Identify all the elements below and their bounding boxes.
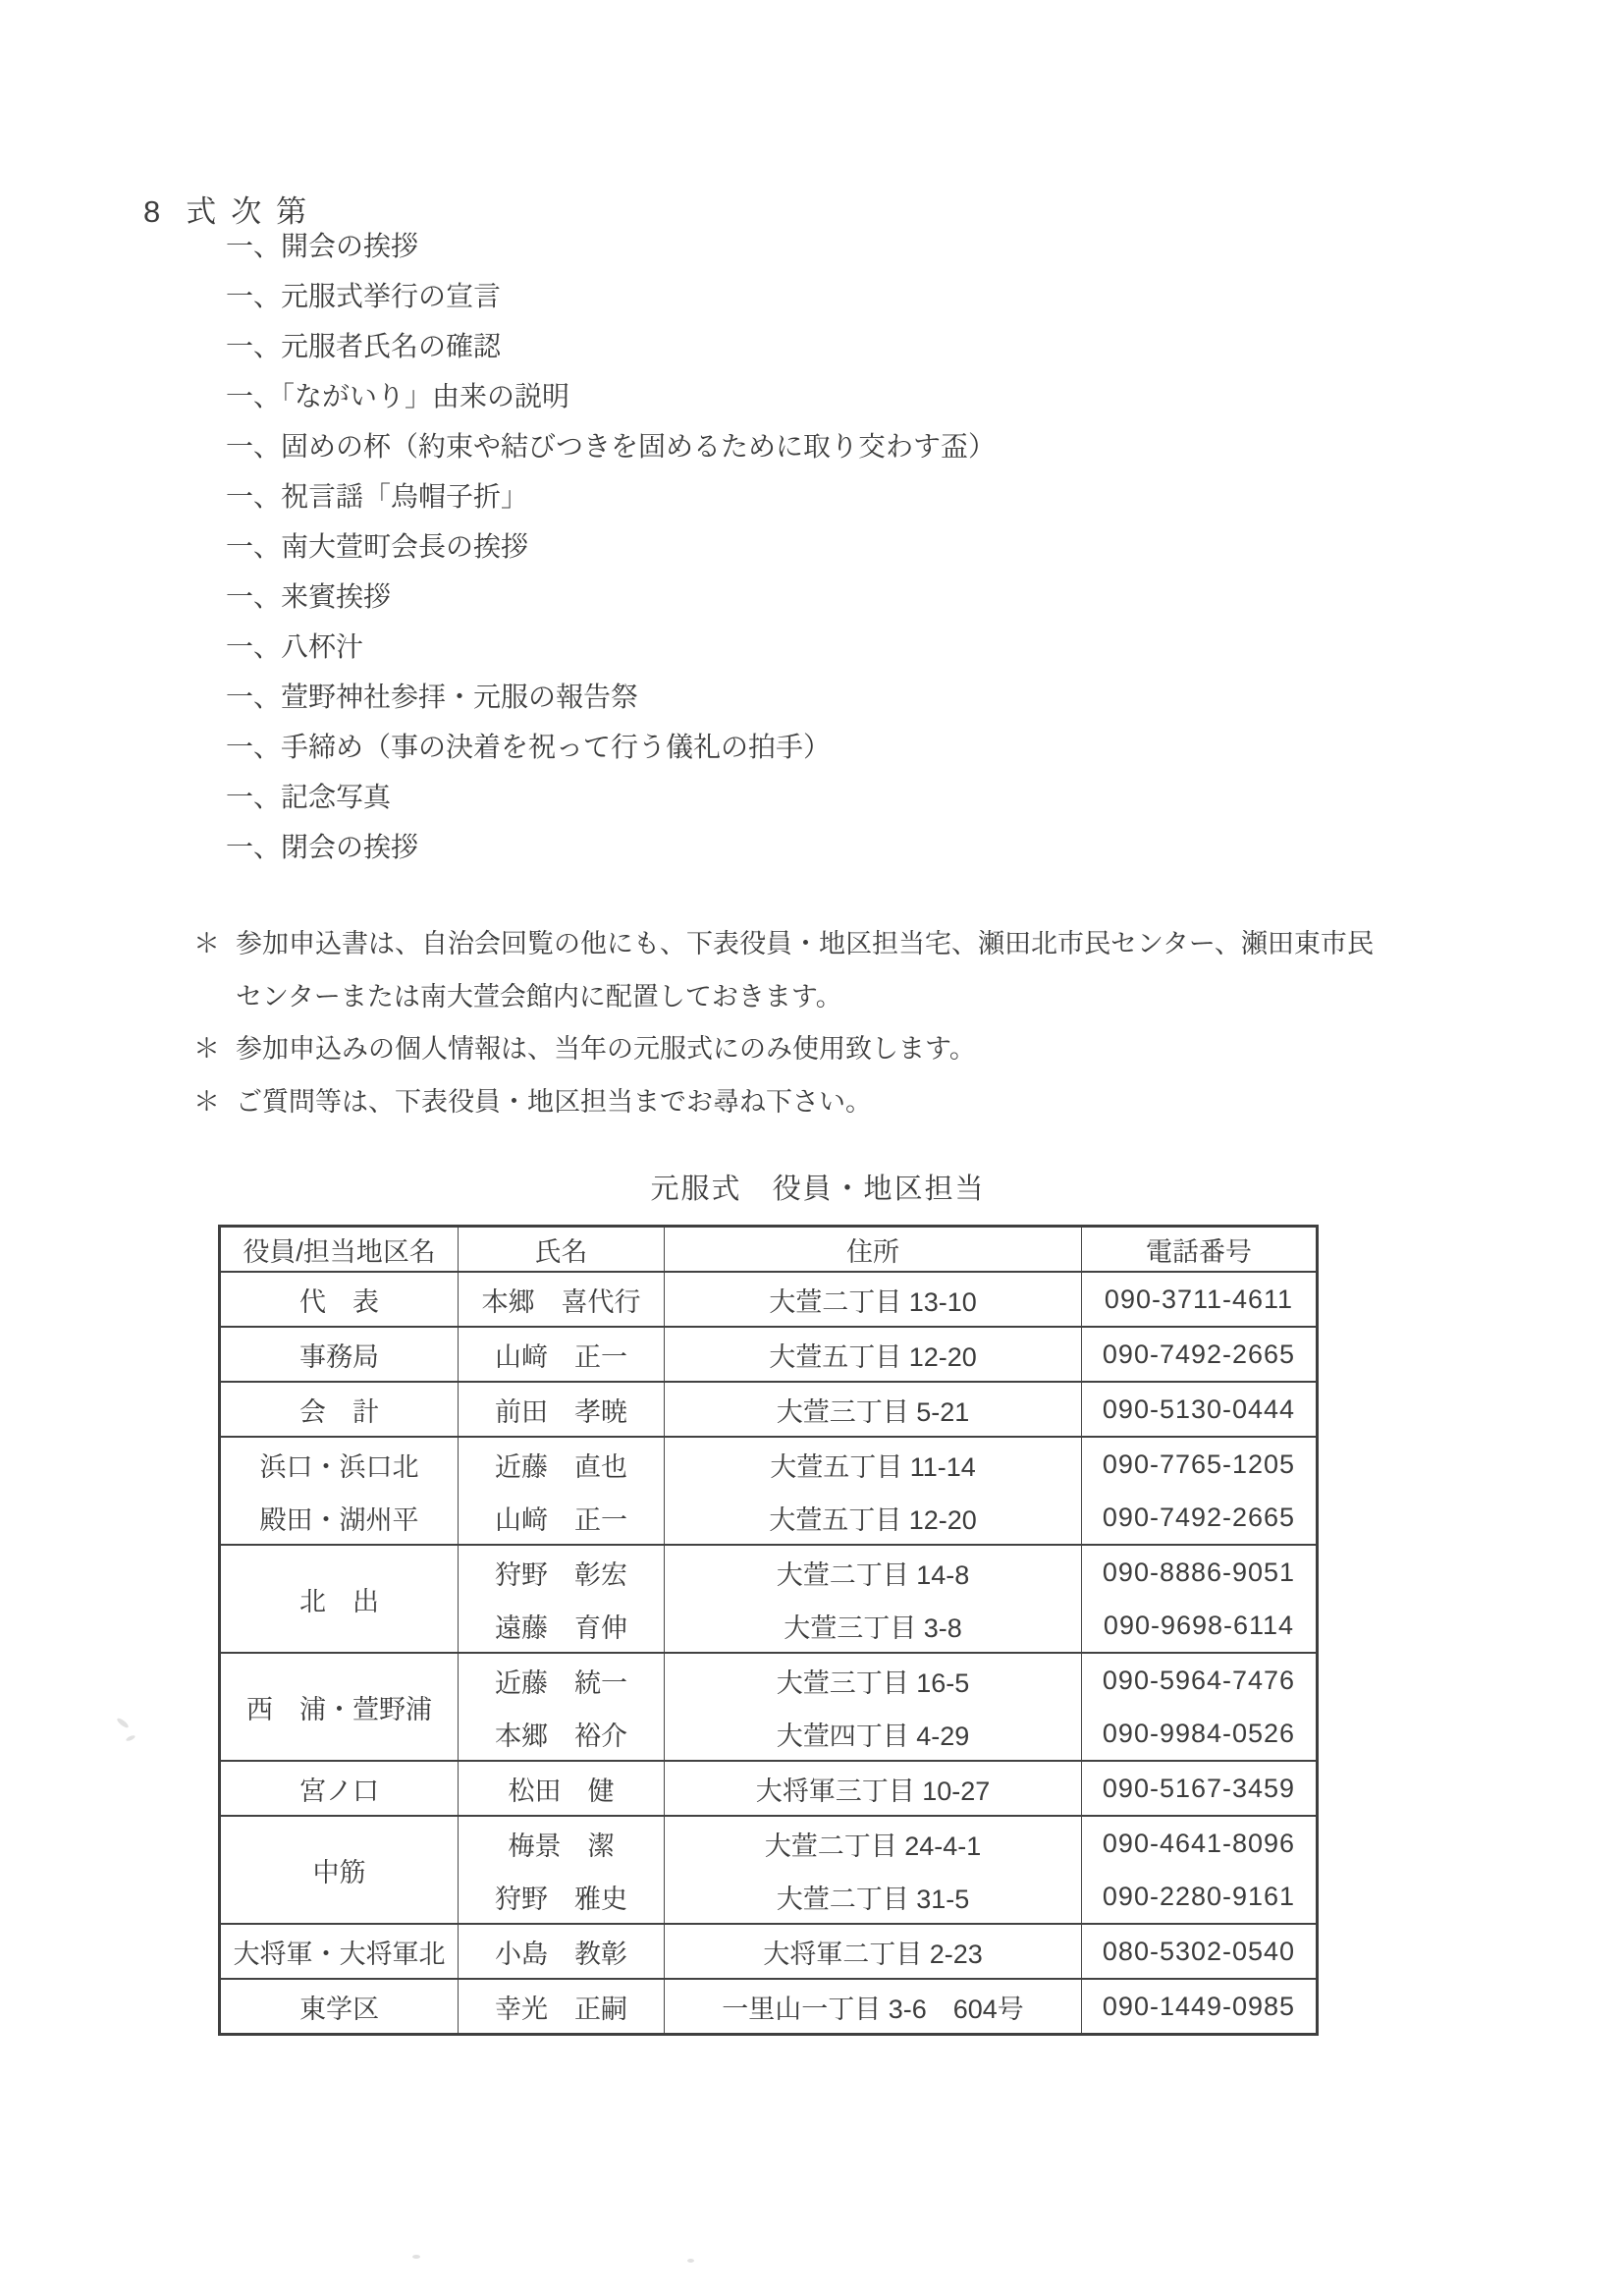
address-cell: 一里山一丁目 3-6 604号 [665, 1979, 1082, 2035]
district-cell: 西 浦・萱野浦 [220, 1653, 459, 1761]
note [193, 1023, 1374, 1076]
phone-cell: 090-3711-4611 [1082, 1272, 1318, 1327]
name-cell: 小島 教彰 [459, 1924, 665, 1979]
name-cell [459, 1437, 665, 1545]
notes-section [193, 918, 1374, 1128]
phone-cell: 090-7492-2665 [1082, 1327, 1318, 1382]
member-name: 狩野 彰宏 [495, 1559, 627, 1590]
district-label: 殿田・湖州平 [259, 1504, 419, 1535]
list-item: 一、祝言謡「烏帽子折」 [226, 480, 529, 512]
address-cell: 大将軍三丁目 10-27 [665, 1761, 1082, 1816]
scan-artifact [412, 2255, 420, 2259]
district-cell: 会 計 [220, 1382, 459, 1437]
member-phone: 090-9984-0526 [1102, 1718, 1296, 1748]
header-address: 住所 [665, 1227, 1082, 1273]
phone-cell: 090-1449-0985 [1082, 1979, 1318, 2035]
table-header-row [220, 1227, 1318, 1273]
note-text: 参加申込書は、自治会回覧の他にも、下表役員・地区担当宅、瀬田北市民センター、瀬田東市民 [236, 929, 1374, 958]
address-cell: 大萱二丁目 13-10 [665, 1272, 1082, 1327]
address-cell: 大将軍二丁目 2-23 [665, 1924, 1082, 1979]
district-cell [220, 1437, 459, 1545]
name-cell: 松田 健 [459, 1761, 665, 1816]
table-row [220, 1545, 1318, 1653]
section-number: 8 [143, 194, 161, 229]
header-phone: 電話番号 [1082, 1227, 1318, 1273]
member-address: 大萱二丁目 24-4-1 [764, 1831, 982, 1861]
list-item: 一、「ながいり」由来の説明 [226, 380, 570, 411]
district-cell: 東学区 [220, 1979, 459, 2035]
phone-cell [1082, 1816, 1318, 1924]
member-address: 大萱三丁目 16-5 [776, 1667, 970, 1698]
phone-cell [1082, 1545, 1318, 1653]
list-item: 一、来賓挨拶 [226, 580, 392, 612]
district-cell: 大将軍・大将軍北 [220, 1924, 459, 1979]
address-cell: 大萱三丁目 5-21 [665, 1382, 1082, 1437]
header-district: 役員/担当地区名 [220, 1227, 459, 1273]
officers-contact-table [218, 1225, 1319, 2036]
name-cell: 本郷 喜代行 [459, 1272, 665, 1327]
note-text: ご質問等は、下表役員・地区担当までお尋ね下さい。 [236, 1086, 872, 1117]
table-row [220, 1653, 1318, 1761]
table-row [220, 1924, 1318, 1979]
member-phone: 090-4641-8096 [1102, 1828, 1296, 1858]
district-cell: 中筋 [220, 1816, 459, 1924]
list-item: 一、固めの杯（約束や結びつきを固めるために取り交わす盃） [226, 430, 997, 462]
member-address: 大萱四丁目 4-29 [776, 1721, 970, 1751]
ceremony-program-list [226, 219, 996, 870]
member-address: 大萱五丁目 12-20 [769, 1504, 977, 1535]
member-phone: 090-9698-6114 [1103, 1610, 1295, 1640]
note-text: センターまたは南大萱会館内に配置しておきます。 [236, 981, 842, 1011]
member-address: 大萱五丁目 11-14 [770, 1451, 976, 1482]
member-name: 近藤 統一 [495, 1667, 627, 1698]
list-item: 一、八杯汁 [226, 630, 364, 662]
district-cell: 北 出 [220, 1545, 459, 1653]
member-phone: 090-8886-9051 [1102, 1557, 1296, 1587]
member-name: 遠藤 育伸 [495, 1613, 627, 1643]
member-name: 本郷 裕介 [495, 1721, 627, 1751]
list-item: 一、手締め（事の決着を祝って行う儀礼の拍手） [226, 731, 832, 762]
table-row [220, 1816, 1318, 1924]
note [193, 918, 1374, 1023]
phone-cell [1082, 1653, 1318, 1761]
scan-artifact [687, 2259, 694, 2263]
table-row [220, 1272, 1318, 1327]
asterisk-marker: ＊ [193, 1034, 220, 1064]
table-row [220, 1437, 1318, 1545]
phone-cell: 090-5167-3459 [1082, 1761, 1318, 1816]
member-phone: 090-2280-9161 [1102, 1881, 1296, 1911]
name-cell: 山﨑 正一 [459, 1327, 665, 1382]
table-title: 元服式 役員・地区担当 [650, 1174, 986, 1205]
address-cell [665, 1545, 1082, 1653]
member-address: 大萱二丁目 31-5 [776, 1884, 970, 1914]
member-name: 山﨑 正一 [495, 1504, 627, 1535]
table-row [220, 1979, 1318, 2035]
address-cell [665, 1653, 1082, 1761]
name-cell: 前田 孝暁 [459, 1382, 665, 1437]
scan-artifact [126, 1734, 136, 1742]
member-phone: 090-7765-1205 [1102, 1449, 1296, 1479]
table-row [220, 1382, 1318, 1437]
district-label: 浜口・浜口北 [259, 1451, 419, 1482]
district-cell: 宮ノ口 [220, 1761, 459, 1816]
note-text: 参加申込みの個人情報は、当年の元服式にのみ使用致します。 [236, 1034, 976, 1064]
list-item: 一、記念写真 [226, 781, 392, 812]
asterisk-marker: ＊ [193, 929, 220, 958]
table-row [220, 1327, 1318, 1382]
member-name: 狩野 雅史 [495, 1884, 627, 1914]
scan-artifact [116, 1717, 130, 1729]
list-item: 一、閉会の挨拶 [226, 831, 419, 862]
district-cell: 事務局 [220, 1327, 459, 1382]
phone-cell: 080-5302-0540 [1082, 1924, 1318, 1979]
name-cell [459, 1545, 665, 1653]
section-title: 式次第 [186, 194, 322, 229]
header-name: 氏名 [459, 1227, 665, 1273]
name-cell [459, 1653, 665, 1761]
list-item: 一、開会の挨拶 [226, 230, 419, 261]
district-cell: 代 表 [220, 1272, 459, 1327]
list-item: 一、元服式挙行の宣言 [226, 280, 502, 311]
name-cell [459, 1816, 665, 1924]
asterisk-marker: ＊ [193, 1086, 220, 1117]
member-phone: 090-7492-2665 [1102, 1502, 1296, 1532]
address-cell: 大萱五丁目 12-20 [665, 1327, 1082, 1382]
list-item: 一、南大萱町会長の挨拶 [226, 530, 529, 562]
member-name: 近藤 直也 [495, 1451, 627, 1482]
note [193, 1076, 1374, 1129]
member-address: 大萱二丁目 14-8 [776, 1559, 970, 1590]
table-row [220, 1761, 1318, 1816]
member-phone: 090-5964-7476 [1102, 1665, 1296, 1695]
name-cell: 幸光 正嗣 [459, 1979, 665, 2035]
address-cell [665, 1437, 1082, 1545]
member-address: 大萱三丁目 3-8 [784, 1613, 962, 1643]
list-item: 一、萱野神社参拝・元服の報告祭 [226, 681, 639, 712]
address-cell [665, 1816, 1082, 1924]
phone-cell: 090-5130-0444 [1082, 1382, 1318, 1437]
phone-cell [1082, 1437, 1318, 1545]
member-name: 梅景 潔 [508, 1831, 615, 1861]
list-item: 一、元服者氏名の確認 [226, 330, 502, 361]
